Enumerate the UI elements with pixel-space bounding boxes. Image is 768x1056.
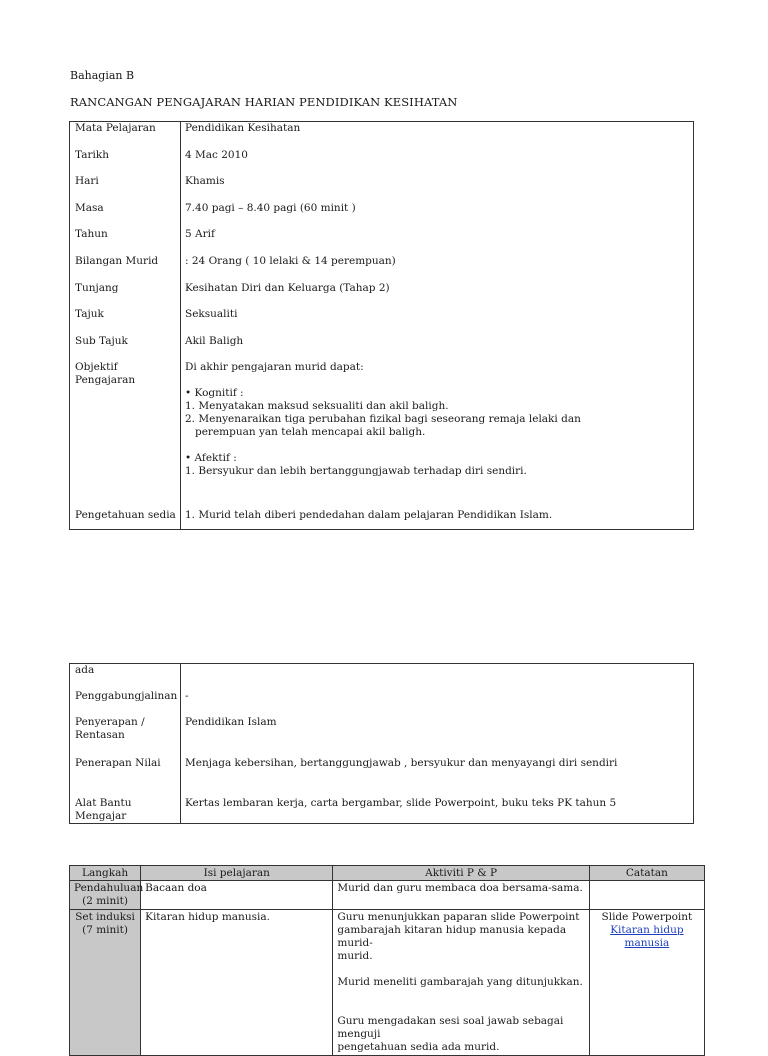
tunjang-label: Tunjang: [75, 281, 119, 294]
penerapan-value: Menjaga kebersihan, bertanggungjawab , bersyukur dan menyayangi diri sendiri: [181, 757, 694, 797]
info-table-continued: [69, 663, 694, 824]
table-row: [70, 255, 694, 282]
alat-bantu-label: Alat Bantu Mengajar: [75, 797, 132, 822]
header-langkah: Langkah: [70, 866, 141, 881]
aktiviti-line: gambarajah kitaran hidup manusia kepada murid-: [337, 924, 567, 949]
tunjang-value: Kesihatan Diri dan Keluarga (Tahap 2): [181, 282, 694, 309]
penyerapan-label-line2: Rentasan: [75, 729, 125, 741]
masa-label: Masa: [75, 201, 104, 214]
hari-label: Hari: [75, 175, 99, 188]
table-row: [70, 690, 694, 716]
kitaran-hidup-link[interactable]: Kitaran hidup: [610, 924, 684, 936]
table-row: [70, 282, 694, 309]
catatan-cell: [589, 881, 704, 910]
isi-cell: Bacaan doa: [141, 881, 333, 910]
langkah-name: Pendahuluan: [74, 882, 144, 894]
ada-label: ada: [75, 664, 95, 676]
aktiviti-cell: [333, 910, 589, 1056]
tahun-value: 5 Arif: [181, 228, 694, 255]
table-header-row: [70, 866, 705, 881]
table-row: [70, 202, 694, 229]
aktiviti-line: Guru menunjukkan paparan slide Powerpoint: [337, 911, 580, 923]
kognitif-heading: • Kognitif :: [185, 387, 244, 400]
kognitif-item-2-cont: perempuan yan telah mencapai akil baligh.: [195, 426, 426, 439]
bilangan-murid-value: : 24 Orang ( 10 lelaki & 14 perempuan): [181, 255, 694, 282]
afektif-heading: • Afektif :: [185, 452, 237, 465]
table-row: [70, 757, 694, 797]
masa-value: 7.40 pagi – 8.40 pagi (60 minit ): [181, 202, 694, 229]
tahun-label: Tahun: [75, 228, 108, 241]
table-row: [70, 509, 694, 530]
catatan-text: Slide Powerpoint: [601, 911, 693, 923]
header-aktiviti: Aktiviti P & P: [333, 866, 589, 881]
table-row: [70, 228, 694, 255]
tajuk-value: Seksualiti: [181, 308, 694, 335]
isi-cell: Kitaran hidup manusia.: [141, 910, 333, 1056]
table-row: [70, 361, 694, 509]
tarikh-label: Tarikh: [75, 148, 109, 161]
langkah-duration: (7 minit): [82, 924, 128, 936]
table-row: [70, 910, 705, 1056]
catatan-cell: [589, 910, 704, 1056]
info-table: [69, 121, 694, 530]
table-row: [70, 175, 694, 202]
penggabungjalinan-label: Penggabungjalinan: [75, 690, 178, 702]
penerapan-label: Penerapan Nilai: [75, 757, 161, 769]
table-row: [70, 664, 694, 691]
section-label: Bahagian B: [70, 69, 135, 82]
penyerapan-label-line1: Penyerapan /: [75, 716, 145, 728]
langkah-cell: [70, 881, 144, 910]
sub-tajuk-label: Sub Tajuk: [75, 334, 128, 347]
table-row: [70, 881, 705, 910]
table-row: [70, 308, 694, 335]
alat-bantu-value: Kertas lembaran kerja, carta bergambar, slide Powerpoint, buku teks PK tahun 5: [181, 797, 694, 824]
hari-value: Khamis: [181, 175, 694, 202]
bilangan-murid-label: Bilangan Murid: [75, 254, 159, 267]
afektif-item-1: 1. Bersyukur dan lebih bertanggungjawab terhadap diri sendiri.: [185, 465, 527, 478]
objektif-value: [181, 361, 694, 509]
kognitif-item-1: 1. Menyatakan maksud seksualiti dan akil baligh.: [185, 400, 449, 413]
header-isi: Isi pelajaran: [141, 866, 333, 881]
objektif-intro: Di akhir pengajaran murid dapat:: [185, 361, 364, 374]
objektif-label: Objektif Pengajaran: [75, 361, 136, 387]
tarikh-value: 4 Mac 2010: [181, 149, 694, 176]
table-row: [70, 716, 694, 757]
pengetahuan-label: Pengetahuan sedia: [75, 509, 176, 522]
aktiviti-line: murid.: [337, 950, 373, 962]
table-row: [70, 797, 694, 824]
langkah-name: Set induksi: [75, 911, 135, 923]
aktiviti-line: Guru mengadakan sesi soal jawab sebagai menguji: [337, 1015, 564, 1040]
penyerapan-value: Pendidikan Islam: [181, 716, 694, 757]
penggabungjalinan-value: -: [181, 690, 694, 716]
mata-pelajaran-value: Pendidikan Kesihatan: [181, 122, 694, 149]
kognitif-item-2: 2. Menyenaraikan tiga perubahan fizikal bagi seseorang remaja lelaki dan: [185, 413, 581, 426]
mata-pelajaran-label: Mata Pelajaran: [75, 122, 156, 134]
penyerapan-label: [70, 716, 181, 757]
table-row: [70, 122, 694, 149]
header-catatan: Catatan: [589, 866, 704, 881]
sub-tajuk-value: Akil Baligh: [181, 335, 694, 362]
table-row: [70, 335, 694, 362]
langkah-duration: (2 minit): [82, 895, 128, 907]
kitaran-hidup-link-cont[interactable]: manusia: [624, 937, 670, 949]
aktiviti-line: Murid meneliti gambarajah yang ditunjukkan.: [337, 976, 583, 988]
langkah-cell: [70, 910, 141, 1056]
table-row: [70, 149, 694, 176]
pengetahuan-value: 1. Murid telah diberi pendedahan dalam pelajaran Pendidikan Islam.: [181, 509, 694, 530]
aktiviti-line: pengetahuan sedia ada murid.: [337, 1041, 500, 1053]
lesson-table: [69, 865, 705, 1056]
tajuk-label: Tajuk: [75, 308, 104, 321]
aktiviti-cell: Murid dan guru membaca doa bersama-sama.: [333, 881, 589, 910]
page-title: RANCANGAN PENGAJARAN HARIAN PENDIDIKAN KESIHATAN: [70, 95, 458, 109]
